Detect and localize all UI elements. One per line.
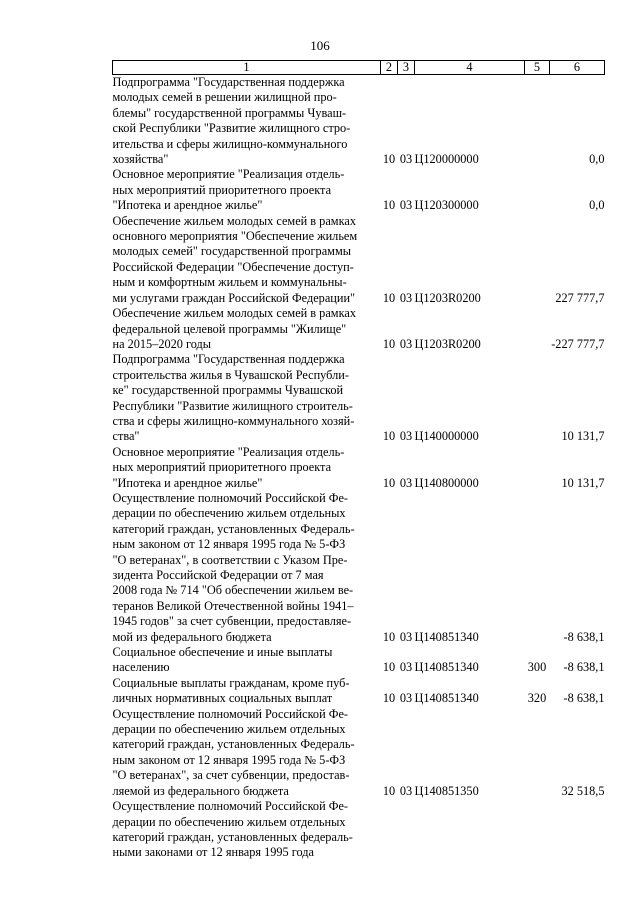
amount-cell: -8 638,1 [563,660,605,675]
column-header-6: 6 [550,61,605,75]
expense-type-cell [525,707,550,799]
amount-cell: -8 638,1 [563,629,605,644]
table-row [113,167,605,213]
subsection-code-cell: 03 [399,629,413,644]
table-row [113,352,605,444]
description-cell: Осуществление полномочий Российской Фе- дерации по обеспечению жильем отдельных категорий граждан, установленных федераль- ными законами от 12 января 1995 года [112,799,353,860]
description-cell: Обеспечение жильем молодых семей в рамках основного мероприятия "Обеспечение жильем молодых семей" государственной программы Российской Федерации "Обеспечение доступ- ным и комфортным жильем и коммунальны- ми услугами граждан Российской Федерации" [112,213,358,305]
description-cell: Обеспечение жильем молодых семей в рамках федеральной целевой программы "Жилище" на 2015–2020 годы [112,306,356,351]
amount-cell: 0,0 [589,152,605,167]
target-code-cell: Ц120000000 [414,152,479,167]
subsection-code-cell: 03 [399,198,413,213]
description-cell: Социальное обеспечение и иные выплаты населению [112,645,333,675]
description-cell: Подпрограмма "Государственная поддержка молодых семей в решении жилищной про- блемы" государственной программы Чуваш- ской Республики "Развитие жилищного стро- ительства и сферы жилищно-коммунального хозяйства" [112,75,351,167]
amount-cell: 10 131,7 [561,475,605,490]
expense-type-cell [525,167,550,213]
section-code-cell: 10 [382,691,396,706]
expense-type-cell: 320 [527,691,547,706]
table-row [113,491,605,645]
expense-type-cell: 300 [527,660,547,675]
target-code-cell: Ц140851340 [414,691,479,706]
subsection-code-cell: 03 [399,475,413,490]
description-cell: Основное мероприятие "Реализация отдель- ных мероприятий приоритетного проекта "Ипотека и арендное жилье" [112,444,345,490]
table-row [113,306,605,352]
section-code-cell: 10 [382,198,396,213]
table-row [113,707,605,799]
table-row [113,676,605,707]
subsection-code-cell [398,799,415,861]
table-row [113,645,605,676]
table-row [113,214,605,306]
amount-cell: -227 777,7 [551,336,605,351]
section-code-cell: 10 [382,475,396,490]
table-row [113,445,605,491]
column-header-2: 2 [381,61,398,75]
target-code-cell: Ц140000000 [414,429,479,444]
expense-type-cell [525,214,550,306]
subsection-code-cell: 03 [399,429,413,444]
expense-type-cell [525,491,550,645]
target-code-cell: Ц140851340 [414,660,479,675]
subsection-code-cell: 03 [399,660,413,675]
section-code-cell [381,799,398,861]
target-code-cell: Ц1203R0200 [414,336,481,351]
section-code-cell: 10 [382,629,396,644]
expense-type-cell [525,799,550,861]
expense-type-cell [525,445,550,491]
section-code-cell: 10 [382,660,396,675]
subsection-code-cell: 03 [399,691,413,706]
amount-cell [550,799,605,861]
table-body [113,75,605,861]
amount-cell: 10 131,7 [561,429,605,444]
target-code-cell [415,799,525,861]
target-code-cell: Ц140800000 [414,475,479,490]
description-cell: Основное мероприятие "Реализация отдель- ных мероприятий приоритетного проекта "Ипотека и арендное жилье" [112,167,345,213]
subsection-code-cell: 03 [399,152,413,167]
section-code-cell: 10 [382,152,396,167]
subsection-code-cell: 03 [399,290,413,305]
target-code-cell: Ц1203R0200 [414,290,481,305]
section-code-cell: 10 [382,429,396,444]
section-code-cell: 10 [382,290,396,305]
column-header-3: 3 [398,61,415,75]
amount-cell: 227 777,7 [555,290,605,305]
header-row [113,61,605,75]
subsection-code-cell: 03 [399,336,413,351]
section-code-cell: 10 [382,336,396,351]
description-cell: Осуществление полномочий Российской Фе- дерации по обеспечению жильем отдельных категорий граждан, установленных Федераль- ным законом от 12 января 1995 года № 5-ФЗ "О ветеранах", в соответствии с Указом Пре- зидента Российской Федерации от 7 мая 2008 года № 714 "Об обеспечении жильем ве- теранов Великой Отечественной войны 1941– 1945 годов" за счет субвенции, предоставляе- мой из федерального бюджета [112,490,355,644]
column-header-1: 1 [113,61,381,75]
section-code-cell: 10 [382,783,396,798]
amount-cell: -8 638,1 [563,691,605,706]
expense-type-cell [525,306,550,352]
description-cell: Осуществление полномочий Российской Фе- дерации по обеспечению жильем отдельных категорий граждан, установленных Федераль- ным законом от 12 января 1995 года № 5-ФЗ "О ветеранах", за счет субвенции, предостав- ляемой из федерального бюджета [112,706,355,798]
budget-table [112,60,605,861]
column-header-5: 5 [525,61,550,75]
subsection-code-cell: 03 [399,783,413,798]
target-code-cell: Ц140851350 [414,783,479,798]
column-header-4: 4 [415,61,525,75]
amount-cell: 32 518,5 [561,783,605,798]
expense-type-cell [525,75,550,168]
table-row [113,75,605,168]
amount-cell: 0,0 [589,198,605,213]
description-cell: Подпрограмма "Государственная поддержка строительства жилья в Чувашской Республи- ке" государственной программы Чувашской Республики "Развитие жилищного строитель- ства и сферы жилищно-коммунального хозяй- ства" [112,352,355,444]
page-number: 106 [310,38,330,53]
description-cell: Социальные выплаты гражданам, кроме пуб- личных нормативных социальных выплат [112,675,350,706]
target-code-cell: Ц120300000 [414,198,479,213]
table-row [113,799,605,861]
target-code-cell: Ц140851340 [414,629,479,644]
expense-type-cell [525,352,550,444]
